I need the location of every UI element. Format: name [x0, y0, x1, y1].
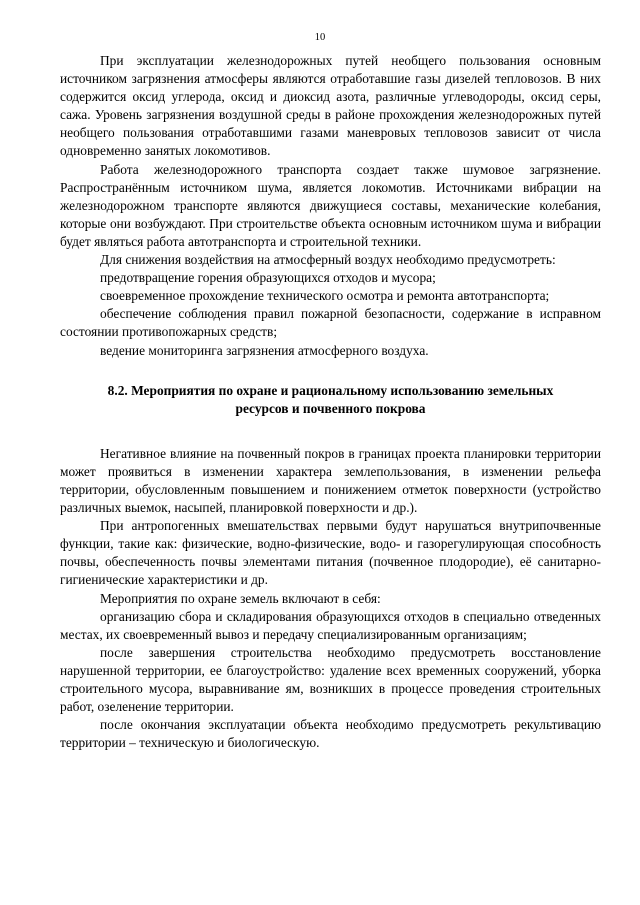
section-heading-line1: 8.2. Мероприятия по охране и рациональному использованию земельных	[107, 382, 554, 398]
list-item-waste-collection: организацию сбора и складирования образующихся отходов в специально отведенных местах, их своевременный вывоз и передачу специализированным организациям;	[60, 608, 601, 642]
list-item-recultivation: после окончания эксплуатации объекта необходимо предусмотреть рекультивацию территории – техническую и биологическую.	[60, 717, 601, 751]
list-item-inspection: своевременное прохождение технического осмотра и ремонта автотранспорта;	[100, 288, 550, 304]
section-heading	[60, 382, 601, 418]
list-item-fire-prevention: предотвращение горения образующихся отходов и мусора;	[100, 270, 436, 286]
list-item-restoration: после завершения строительства необходимо предусмотреть восстановление нарушенной территории, ее благоустройство: удаление всех временных сооружений, уборка строительного мусора, выравнивание ям, возникших в процессе проведения строительных работ, озеленение территории.	[60, 644, 601, 715]
paragraph-exhaust-gases: При эксплуатации железнодорожных путей необщего пользования основным источником загрязнения атмосферы являются отработавшие газы дизелей тепловозов. В них содержится оксид углерода, оксид и диоксид азота, различные углеводороды, оксид серы, сажа. Уровень загрязнения воздушной среды в районе прохождения железнодорожных путей необщего пользования отработавшими газами маневровых тепловозов зависит от числа одновременно занятых локомотивов.	[60, 53, 601, 159]
page-number: 10	[314, 32, 326, 43]
page-content	[60, 52, 601, 752]
paragraph-soil-functions: При антропогенных вмешательствах первыми будут нарушаться внутрипочвенные функции, такие как: физические, водно-физические, водо- и газорегулирующая способность почвы, обеспеченность почвы элементами питания (почвенное плодородие), её санитарно-гигиенические характеристики и др.	[60, 518, 601, 588]
paragraph-soil-impact: Негативное влияние на почвенный покров в границах проекта планировки территории может проявиться в изменении характера землепользования, в изменении рельефа территории, обусловленным повышением и понижением отметок поверхности (устройство различных выемок, насыпей, планировкой поверхности и др.).	[60, 445, 601, 516]
list-item-monitoring: ведение мониторинга загрязнения атмосферного воздуха.	[100, 342, 429, 358]
paragraph-noise-vibration: Работа железнодорожного транспорта создает также шумовое загрязнение. Распространённым источником шума, является локомотив. Источниками вибрации на железнодорожном транспорте являются движущиеся составы, механические колебания, которые они возбуждают. При строительстве объекта основным источником шума и вибрации будет являться работа автотранспорта и строительной техники.	[60, 161, 601, 249]
section-heading-line2: ресурсов и почвенного покрова	[235, 400, 426, 416]
paragraph-air-measures-intro: Для снижения воздействия на атмосферный воздух необходимо предусмотреть:	[100, 252, 556, 268]
list-item-fire-safety: обеспечение соблюдения правил пожарной безопасности, содержание в исправном состоянии противопожарных средств;	[60, 306, 601, 340]
paragraph-land-measures-intro: Мероприятия по охране земель включают в себя:	[100, 590, 381, 606]
